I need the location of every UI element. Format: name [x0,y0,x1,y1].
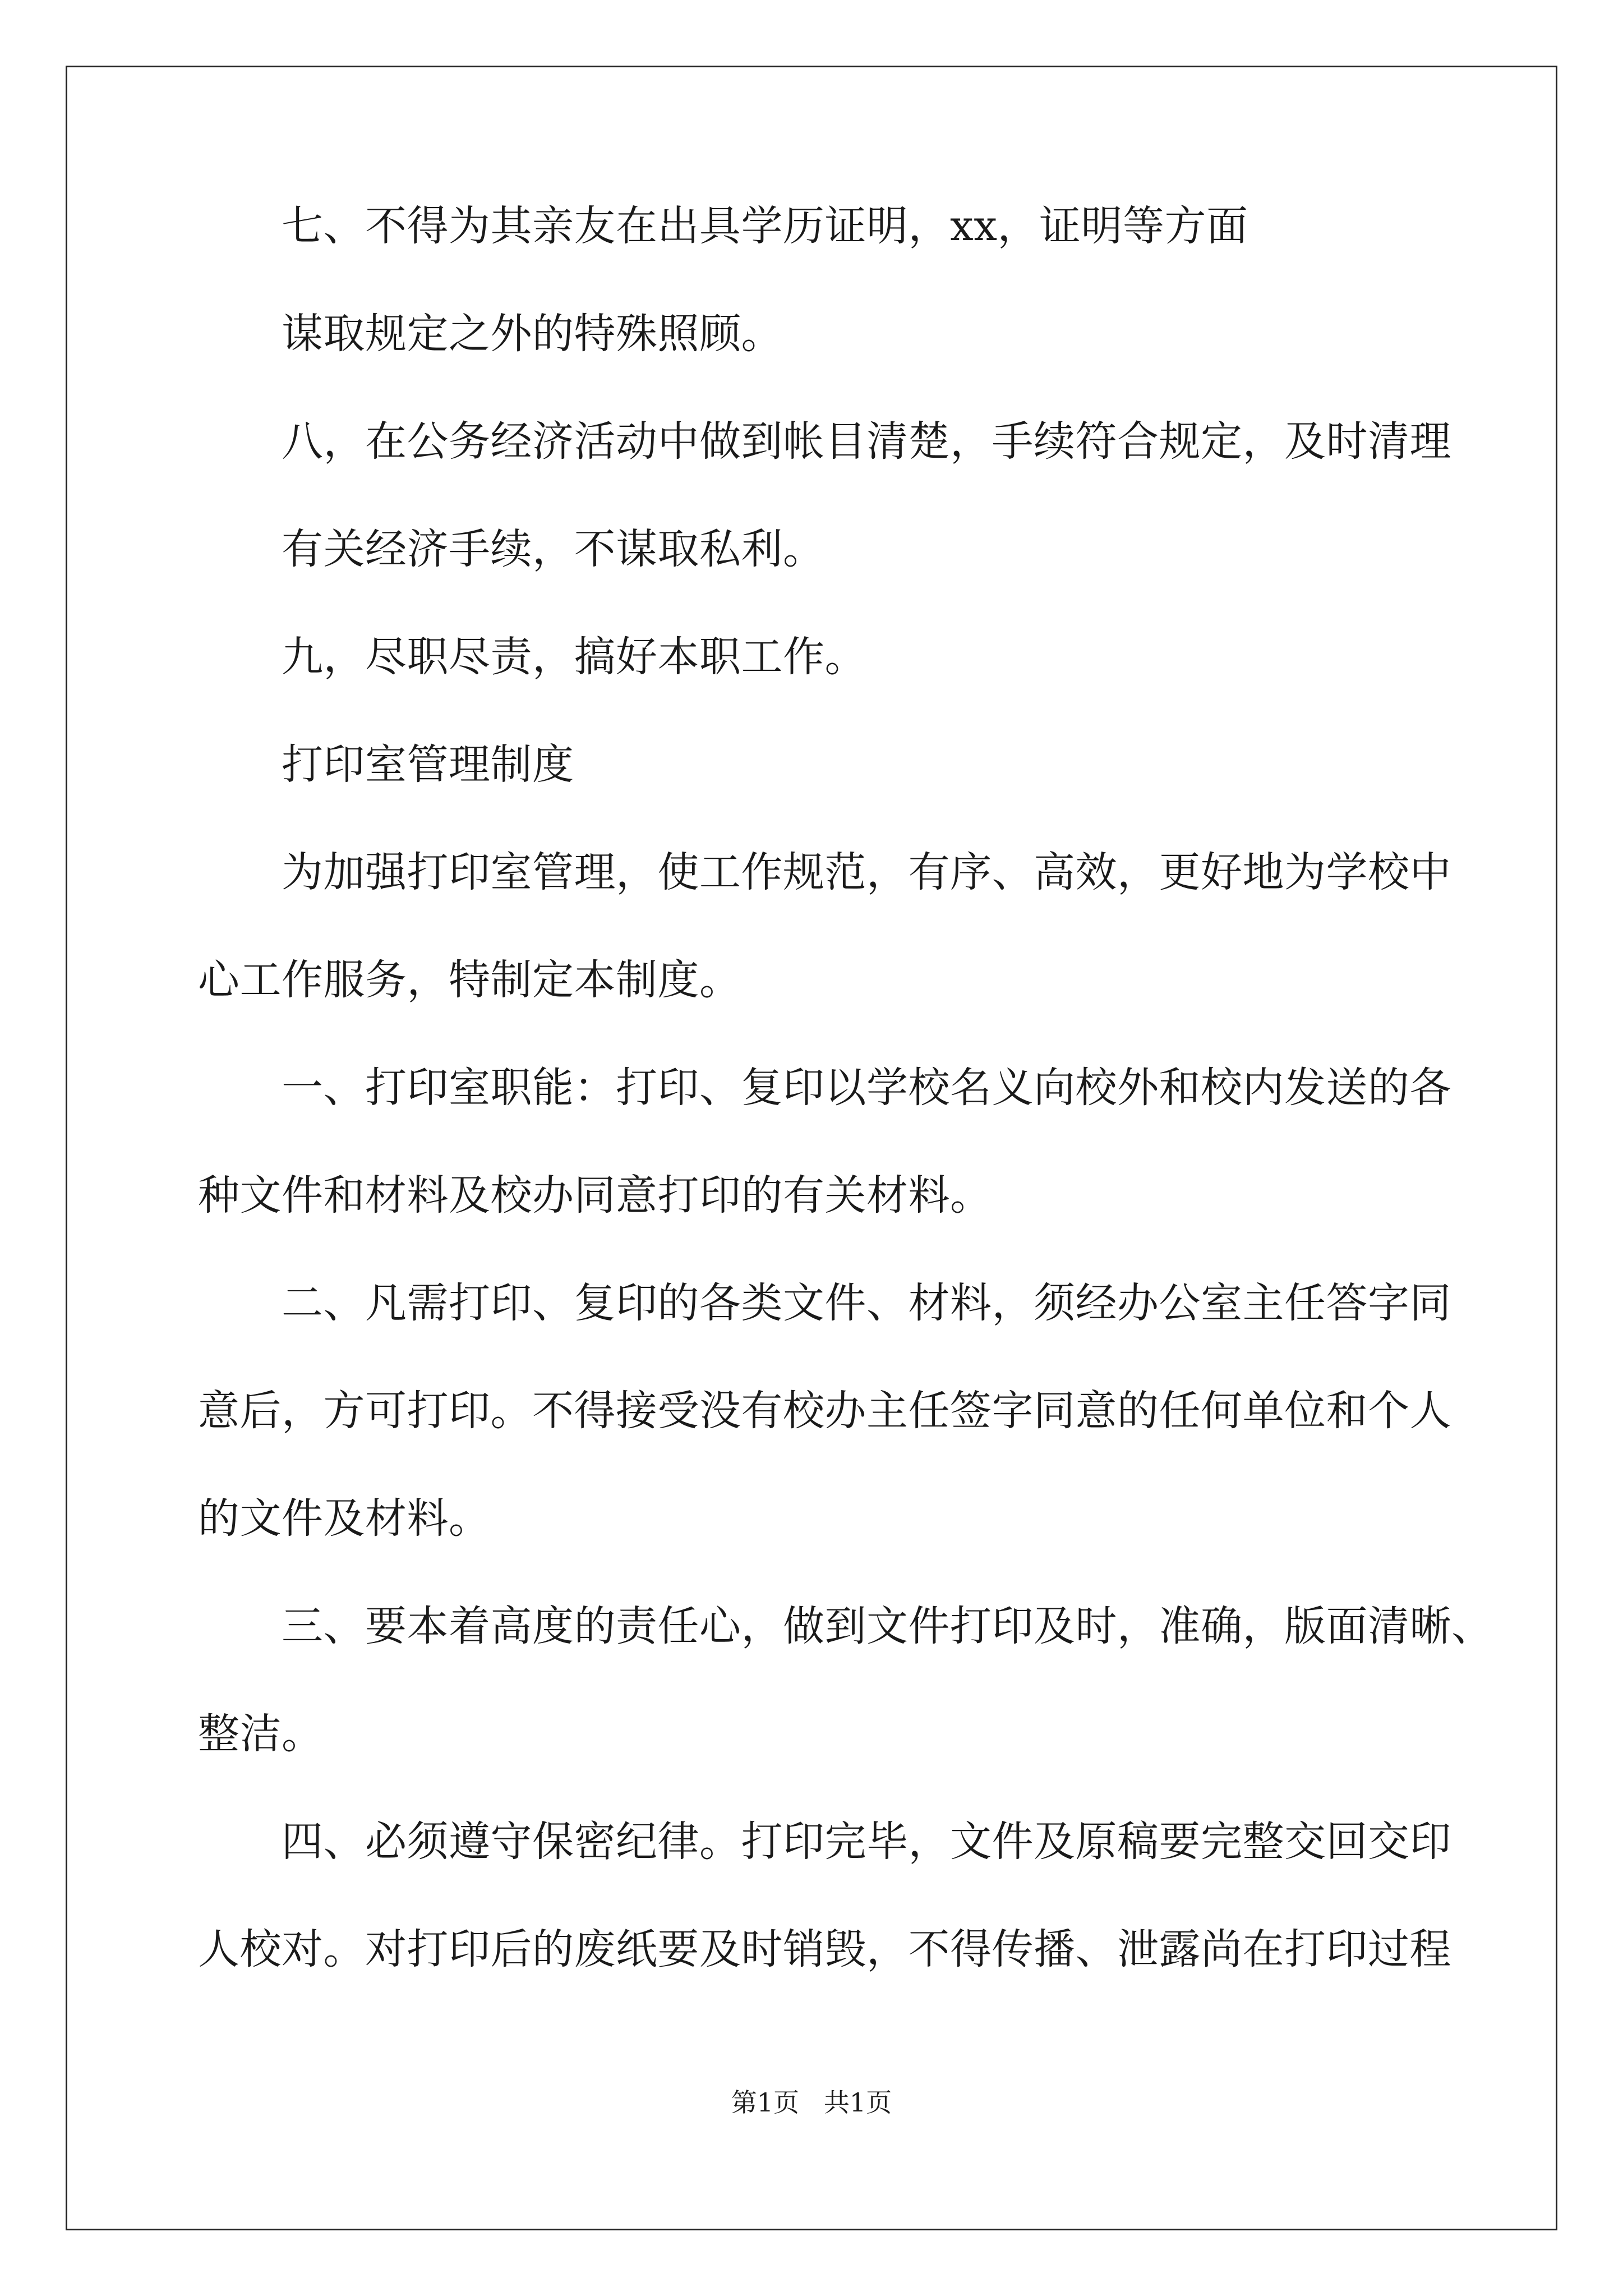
text-line-2: 谋取规定之外的特殊照顾。 [282,310,783,358]
text-line-8: 心工作服务，特制定本制度。 [198,956,741,1004]
text-line-11: 二、凡需打印、复印的各类文件、材料，须经办公室主任答字同 [282,1279,1451,1327]
text-line-1: 七、不得为其亲友在出具学历证明，xx，证明等方面 [282,202,1248,250]
page-footer: 第1页 共1页 [731,2087,892,2118]
text-line-10: 种文件和材料及校办同意打印的有关材料。 [198,1171,992,1220]
text-line-3: 八，在公务经济活动中做到帐目清楚，手续符合规定，及时清理 [282,417,1451,466]
section-heading: 打印室管理制度 [282,740,574,789]
text-line-5: 九，尽职尽责，搞好本职工作。 [282,633,866,681]
text-line-14: 三、要本着高度的责任心，做到文件打印及时，准确，版面清晰、 [282,1602,1493,1650]
text-line-7: 为加强打印室管理，使工作规范，有序、高效，更好地为学校中 [282,848,1451,896]
page-border [66,66,1557,2230]
text-line-9: 一、打印室职能：打印、复印以学校名义向校外和校内发送的各 [282,1064,1451,1112]
text-line-16: 四、必须遵守保密纪律。打印完毕，文件及原稿要完整交回交印 [282,1818,1451,1866]
text-line-12: 意后，方可打印。不得接受没有校办主任签字同意的任何单位和个人 [198,1387,1451,1435]
text-line-4: 有关经济手续，不谋取私利。 [282,525,825,573]
text-line-13: 的文件及材料。 [198,1494,491,1543]
text-line-17: 人校对。对打印后的废纸要及时销毁，不得传播、泄露尚在打印过程 [198,1925,1451,1973]
text-line-15: 整洁。 [198,1710,324,1758]
